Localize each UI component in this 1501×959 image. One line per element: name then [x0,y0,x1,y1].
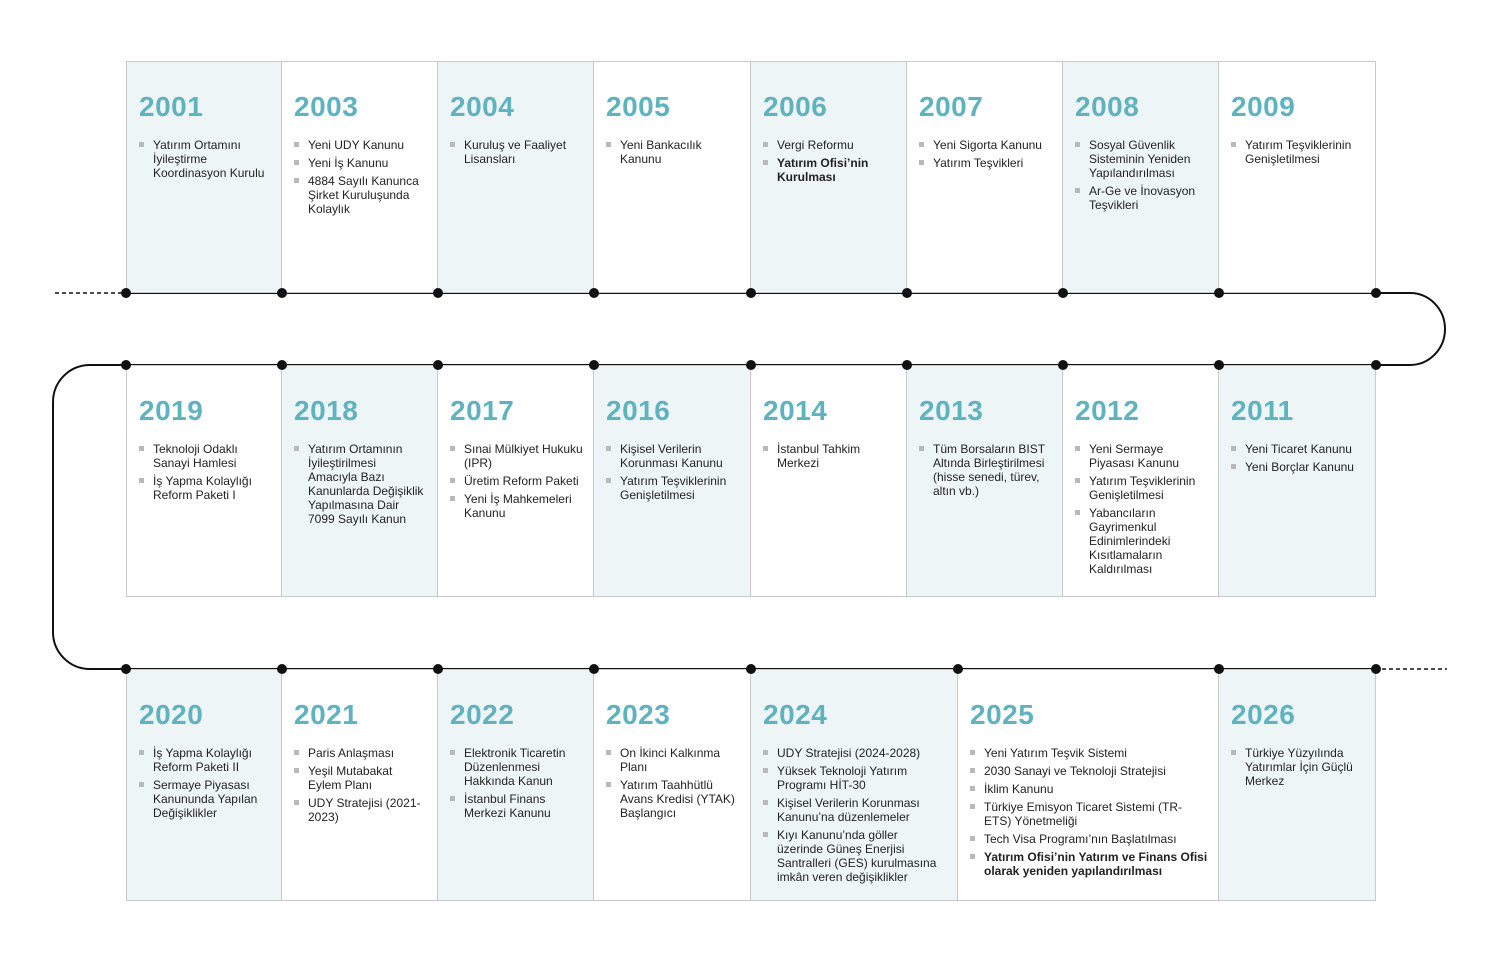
year-label: 2020 [139,699,204,730]
timeline-cell-2013 [907,365,1063,597]
milestone-item: Kıyı Kanunu’nda göller üzerinde Güneş Enerjisi Santralleri (GES) kurulmasına imkân veren değişiklikler [763,828,947,884]
milestone-item: Türkiye Emisyon Ticaret Sistemi (TR-ETS) Yönetmeliği [970,800,1208,828]
milestone-list [763,746,947,884]
timeline-cell-2021 [282,669,438,901]
year-label: 2007 [919,91,984,122]
timeline-cell-2024 [751,669,958,901]
milestone-item: Yeni İş Kanunu [294,156,427,170]
milestone-list [139,442,271,502]
milestone-item: Yatırım Teşviklerinin Genişletilmesi [1231,138,1365,166]
milestone-item: İklim Kanunu [970,782,1208,796]
milestone-list [919,138,1052,170]
milestone-item: Yeni Yatırım Teşvik Sistemi [970,746,1208,760]
timeline-cell-2007 [907,61,1063,293]
timeline-cell-2023 [594,669,751,901]
timeline-row-2011-2019 [126,365,1376,597]
milestone-item: Yeni Bankacılık Kanunu [606,138,740,166]
year-label: 2013 [919,395,984,426]
year-label: 2008 [1075,91,1140,122]
milestone-item: Yeni İş Mahkemeleri Kanunu [450,492,583,520]
milestone-item: Yatırım Ortamının İyileştirilmesi Amacıyla Bazı Kanunlarda Değişiklik Yapılmasına Dair 7099 Sayılı Kanun [294,442,427,526]
milestone-list [919,442,1052,498]
year-label: 2017 [450,395,515,426]
milestone-list [450,138,583,166]
milestone-item: İstanbul Finans Merkezi Kanunu [450,792,583,820]
timeline-cell-2018 [282,365,438,597]
milestone-item: 4884 Sayılı Kanunca Şirket Kuruluşunda Kolaylık [294,174,427,216]
timeline-dot [277,288,287,298]
timeline-cell-2003 [282,61,438,293]
year-label: 2022 [450,699,515,730]
timeline-cell-2009 [1219,61,1376,293]
timeline-cell-2026 [1219,669,1376,901]
milestone-item: UDY Stratejisi (2021-2023) [294,796,427,824]
timeline-dot [1371,664,1381,674]
timeline-dot [1371,360,1381,370]
timeline-dot [1214,360,1224,370]
milestone-item: On İkinci Kalkınma Planı [606,746,740,774]
milestone-item: Tüm Borsaların BIST Altında Birleştirilmesi (hisse senedi, türev, altın vb.) [919,442,1052,498]
milestone-list [294,746,427,824]
milestone-list [139,138,271,180]
milestone-list [450,746,583,820]
milestone-item: 2030 Sanayi ve Teknoloji Stratejisi [970,764,1208,778]
timeline-dot [433,288,443,298]
timeline-cell-2020 [126,669,282,901]
timeline-dot [433,664,443,674]
milestone-list [1231,138,1365,166]
timeline-row-2020-2026 [126,669,1376,901]
timeline-cell-2008 [1063,61,1219,293]
year-label: 2001 [139,91,204,122]
milestone-item: Yeni Borçlar Kanunu [1231,460,1365,474]
timeline-cell-2019 [126,365,282,597]
milestone-item: Sosyal Güvenlik Sisteminin Yeniden Yapılandırılması [1075,138,1208,180]
milestone-item: Yatırım Teşvikleri [919,156,1052,170]
year-label: 2012 [1075,395,1140,426]
timeline-cell-2017 [438,365,594,597]
milestone-item: Yeni Ticaret Kanunu [1231,442,1365,456]
milestone-item: Tech Visa Programı’nın Başlatılması [970,832,1208,846]
milestone-item: Paris Anlaşması [294,746,427,760]
milestone-item: Yatırım Ofisi’nin Kurulması [763,156,896,184]
timeline-dot [589,360,599,370]
year-label: 2003 [294,91,359,122]
milestone-item: Kişisel Verilerin Korunması Kanunu’na düzenlemeler [763,796,947,824]
year-label: 2018 [294,395,359,426]
milestone-item: Yeni Sermaye Piyasası Kanunu [1075,442,1208,470]
milestone-item: UDY Stratejisi (2024-2028) [763,746,947,760]
year-label: 2025 [970,699,1035,730]
milestone-list [606,746,740,820]
timeline-dot [746,288,756,298]
timeline-cell-2001 [126,61,282,293]
timeline-dot [121,664,131,674]
milestone-item: Yüksek Teknoloji Yatırım Programı HİT-30 [763,764,947,792]
milestone-list [970,746,1208,878]
milestone-list [1231,442,1365,474]
milestone-list [294,138,427,216]
milestone-item: Kuruluş ve Faaliyet Lisansları [450,138,583,166]
year-label: 2023 [606,699,671,730]
timeline-dot [589,664,599,674]
timeline-cell-2005 [594,61,751,293]
milestone-item: Yatırım Teşviklerinin Genişletilmesi [606,474,740,502]
milestone-item: Elektronik Ticaretin Düzenlenmesi Hakkında Kanun [450,746,583,788]
year-label: 2011 [1231,395,1294,426]
milestone-item: Yeni UDY Kanunu [294,138,427,152]
milestone-item: Teknoloji Odaklı Sanayi Hamlesi [139,442,271,470]
timeline-dot [589,288,599,298]
timeline-dot [277,664,287,674]
milestone-list [1075,138,1208,212]
milestone-list [1231,746,1365,788]
milestone-item: Vergi Reformu [763,138,896,152]
milestone-item: Üretim Reform Paketi [450,474,583,488]
timeline-dot [902,288,912,298]
milestone-list [450,442,583,520]
timeline-cell-2014 [751,365,907,597]
milestone-item: Sınai Mülkiyet Hukuku (IPR) [450,442,583,470]
milestone-item: İstanbul Tahkim Merkezi [763,442,896,470]
year-label: 2014 [763,395,828,426]
milestone-list [606,138,740,166]
timeline-cell-2011 [1219,365,1376,597]
timeline-cell-2004 [438,61,594,293]
year-label: 2009 [1231,91,1296,122]
year-label: 2006 [763,91,828,122]
timeline-dot [1058,288,1068,298]
timeline-cell-2016 [594,365,751,597]
timeline-dot [746,360,756,370]
timeline-dot [121,288,131,298]
milestone-list [763,442,896,470]
timeline-dot [1058,360,1068,370]
milestone-item: Sermaye Piyasası Kanununda Yapılan Değişiklikler [139,778,271,820]
timeline-dot [277,360,287,370]
timeline-cell-2022 [438,669,594,901]
year-label: 2004 [450,91,515,122]
timeline-dot [953,664,963,674]
milestone-item: Yeşil Mutabakat Eylem Planı [294,764,427,792]
milestone-item: Türkiye Yüzyılında Yatırımlar İçin Güçlü Merkez [1231,746,1365,788]
milestone-item: Kişisel Verilerin Korunması Kanunu [606,442,740,470]
timeline-dot [1214,288,1224,298]
milestone-item: Yatırım Ortamını İyileştirme Koordinasyon Kurulu [139,138,271,180]
milestone-list [1075,442,1208,576]
milestone-list [763,138,896,184]
milestone-item: Yabancıların Gayrimenkul Edinimlerindeki Kısıtlamaların Kaldırılması [1075,506,1208,576]
timeline-cell-2012 [1063,365,1219,597]
year-label: 2026 [1231,699,1296,730]
milestone-list [294,442,427,526]
timeline-dot [1371,288,1381,298]
milestone-item: Yatırım Ofisi’nin Yatırım ve Finans Ofisi olarak yeniden yapılandırılması [970,850,1208,878]
milestone-item: Ar-Ge ve İnovasyon Teşvikleri [1075,184,1208,212]
year-label: 2024 [763,699,828,730]
milestone-item: Yeni Sigorta Kanunu [919,138,1052,152]
year-label: 2019 [139,395,204,426]
milestone-list [606,442,740,502]
timeline-dot [433,360,443,370]
timeline-dot [121,360,131,370]
timeline-dot [902,360,912,370]
milestone-item: İş Yapma Kolaylığı Reform Paketi II [139,746,271,774]
year-label: 2005 [606,91,671,122]
milestone-list [139,746,271,820]
milestone-item: Yatırım Teşviklerinin Genişletilmesi [1075,474,1208,502]
timeline-cell-2006 [751,61,907,293]
milestone-item: İş Yapma Kolaylığı Reform Paketi I [139,474,271,502]
milestone-item: Yatırım Taahhütlü Avans Kredisi (YTAK) Başlangıcı [606,778,740,820]
timeline-row-2001-2009 [126,61,1376,293]
timeline-cell-2025 [958,669,1219,901]
timeline-dot [1214,664,1224,674]
timeline-dot [746,664,756,674]
year-label: 2021 [294,699,359,730]
year-label: 2016 [606,395,671,426]
